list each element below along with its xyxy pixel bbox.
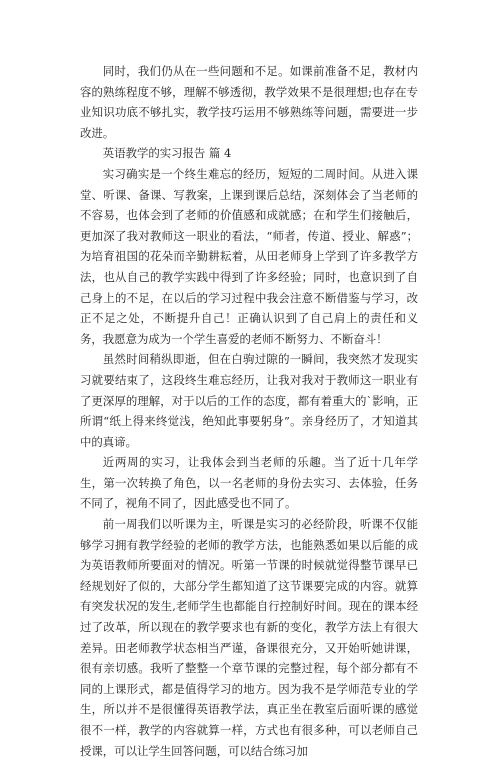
paragraph-1: 同时，我们仍从在一些问题和不足。如课前准备不足，教材内容的熟练程度不够，理解不够透彻，教学效果不是很理想;也存在专业知识功底不够扎实，教学技巧运用不够熟练等问题，需要进一步改进。 — [80, 64, 418, 140]
paragraph-2: 实习确实是一个终生难忘的经历，短短的二周时间。从进入课堂、听课、备课、写教案，上课到课后总结，深刻体会了当老师的不容易，也体会到了老师的价值感和成就感；在和学生们接触后，更加深了我对教师这一职业的看法，“师者，传道、授业、解惑”；为培育祖国的花朵而辛勤耕耘着，从田老师身上学到了许多教学方法，也从自己的教学实践中得到了许多经验；同时，也意识到了自己身上的不足，在以后的学习过程中我会注意不断借鉴与学习，改正不足之处，不断提升自己！正确认识到了自己肩上的责任和义务，我愿意为成为一个学生喜爱的老师不断努力、不断奋斗！ — [80, 166, 418, 346]
paragraph-4: 近两周的实习，让我体会到当老师的乐趣。当了近十几年学生，第一次转换了角色，以一名老师的身份去实习、去体验，任务不同了，视角不同了，因此感受也不同了。 — [80, 455, 418, 511]
paragraph-5: 前一周我们以听课为主，听课是实习的必经阶段，听课不仅能够学习拥有教学经验的老师的教学方法，也能熟悉如果以后能的成为英语教师所要面对的情况。听第一节课的时候就觉得整节课早已经规划好了似的，大部分学生都知道了这节课要完成的内容。就算有突发状况的发生,老师学生也都能自行控制好时间。现在的课本经过了改革，所以现在的教学要求也有新的变化，教学方法上有很大差异。田老师教学状态相当严谨，备课很充分，又开始听她讲课，很有亲切感。我听了整整一个章节课的完整过程，每个部分都有不同的上课形式，都是值得学习的地方。因为我不是学师范专业的学生，所以并不是很懂得英语教学法，真正坐在教室后面听课的感觉很不一样，教学的内容就算一样，方式也有很多种，可以老师自己授课，可以让学生回答问题，可以结合练习加 — [80, 517, 418, 758]
section-heading: 英语教学的实习报告 篇 4 — [102, 146, 232, 161]
paragraph-3: 虽然时间稍纵即逝，但在白驹过隙的一瞬间，我突然才发现实习就要结束了，这段终生难忘经历，让我对我对于教师这一职业有了更深厚的理解，对于以后的工作的态度，都有着重大的`影响，正所谓“纸上得来终觉浅，绝知此事要躬身”。亲身经历了，才知道其中的真谛。 — [80, 352, 418, 449]
